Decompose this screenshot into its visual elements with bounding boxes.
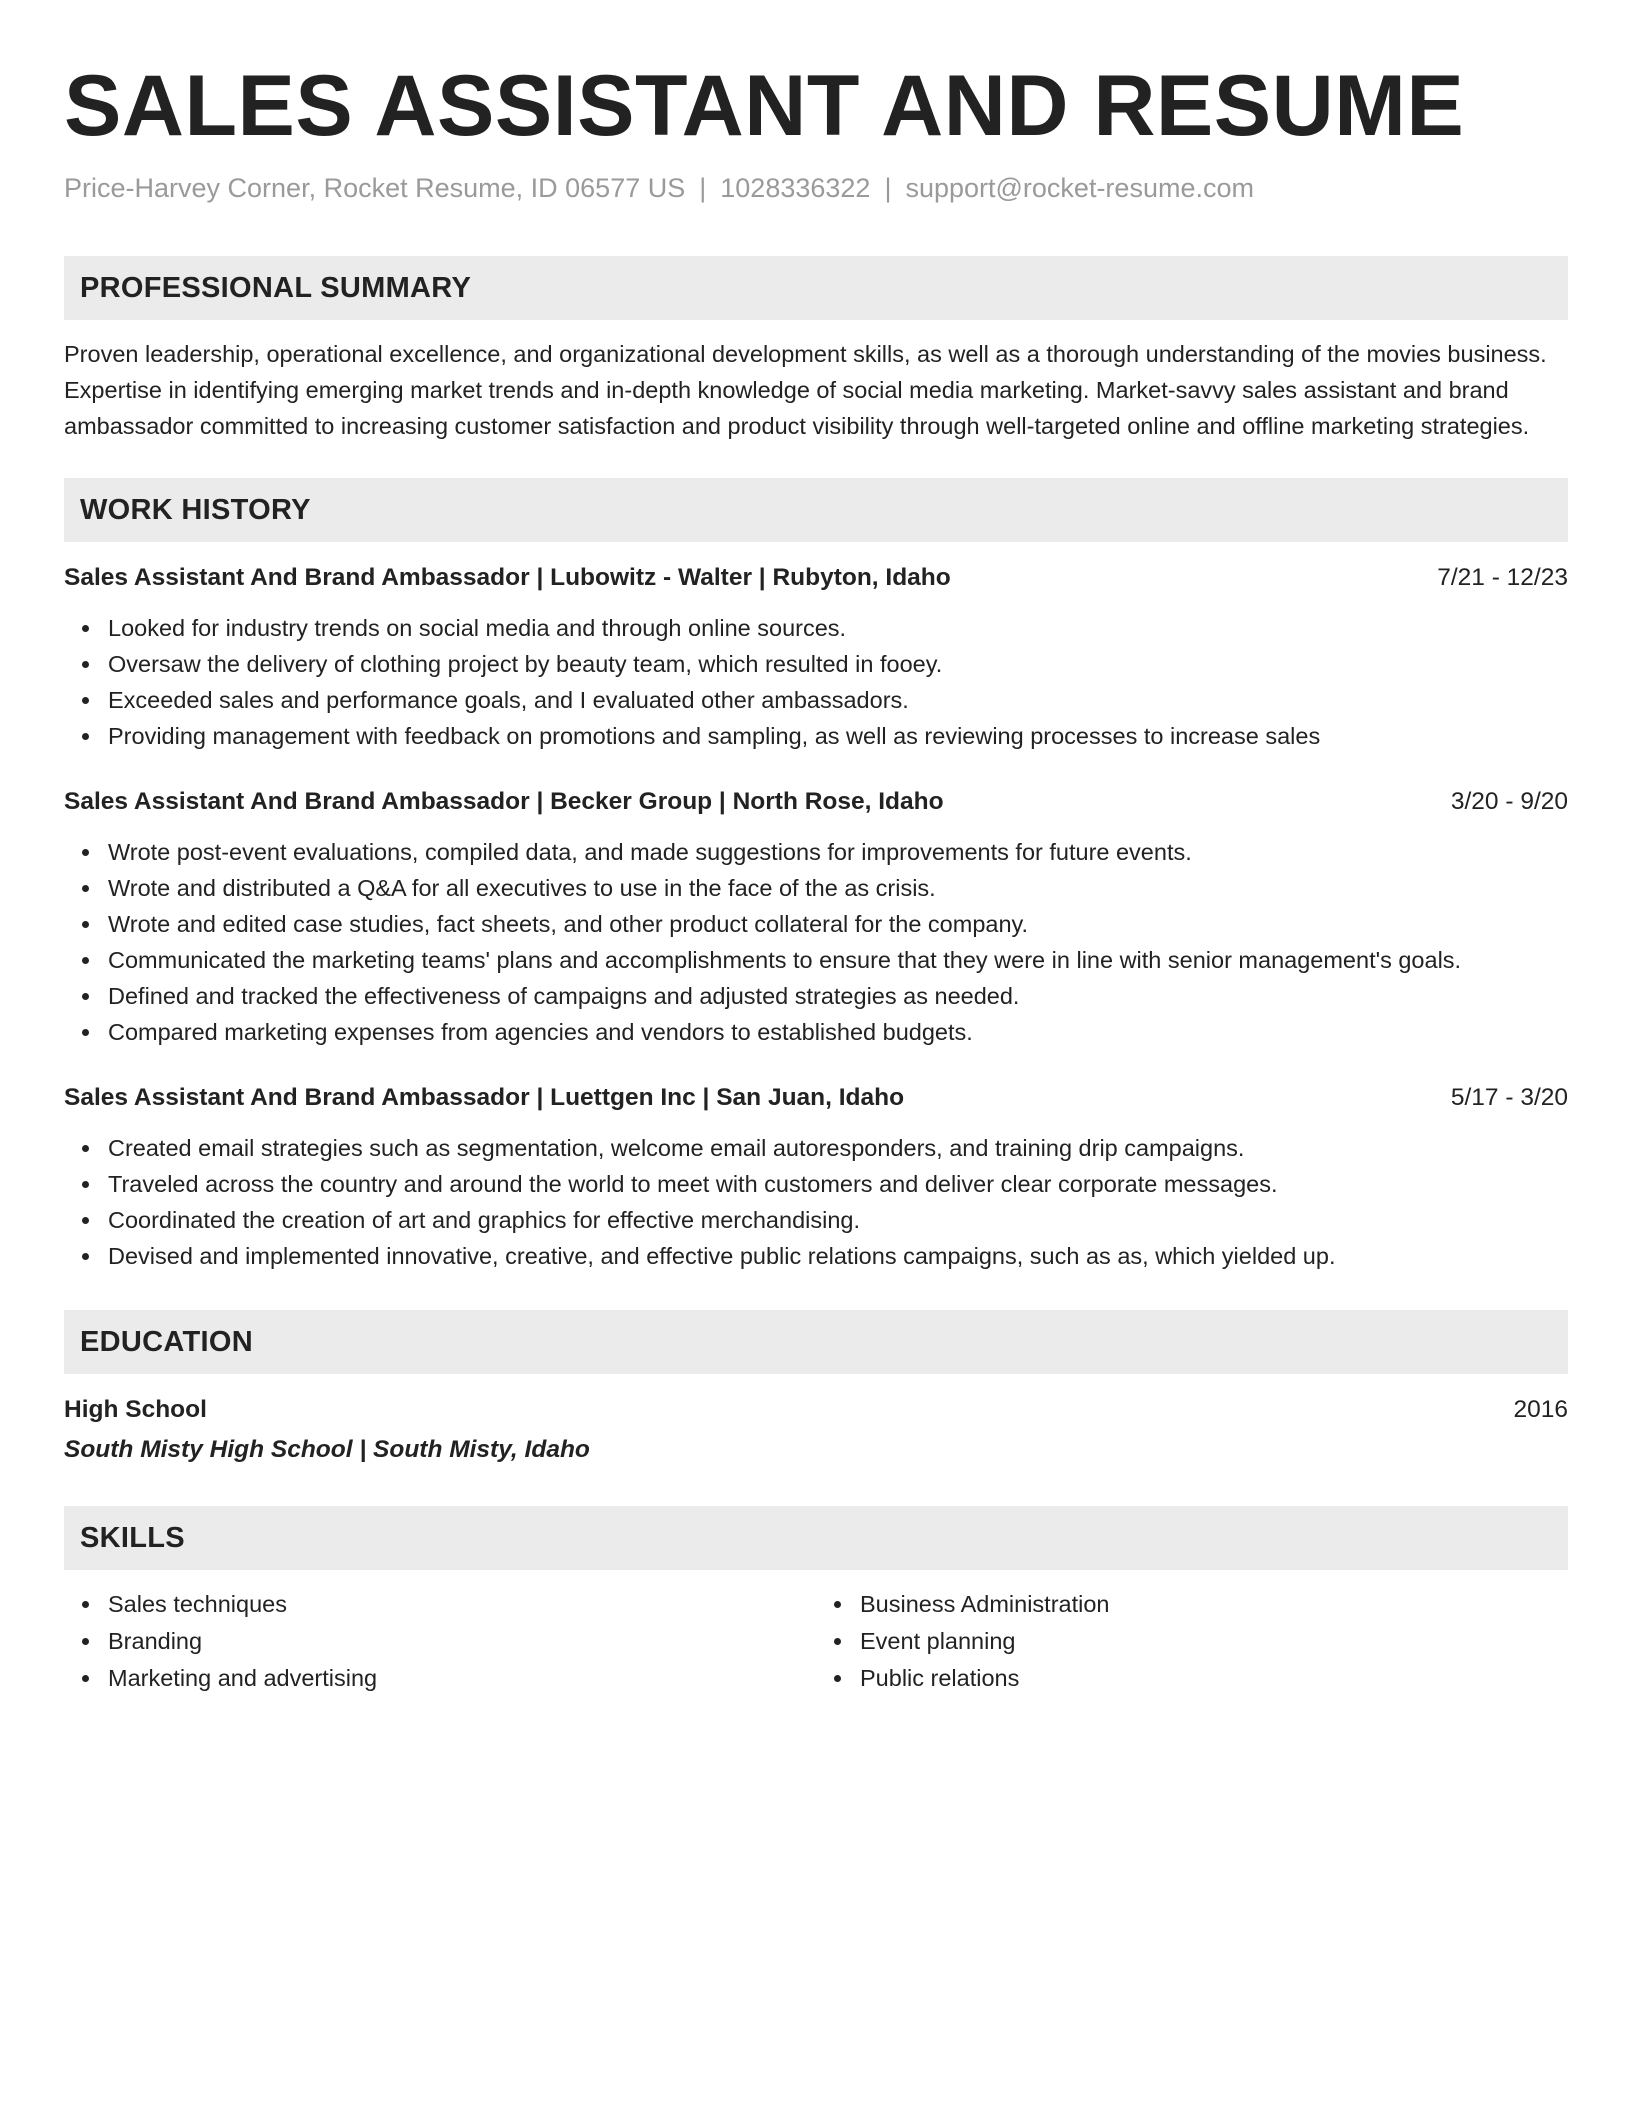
list-item: Providing management with feedback on promotions and sampling, as well as reviewing processes to increase sales [64,718,1568,754]
resume-name: SALES ASSISTANT AND RESUME [64,58,1465,154]
job-entry [64,784,1568,1050]
job-entry [64,1080,1568,1274]
list-item: Wrote post-event evaluations, compiled data, and made suggestions for improvements for future events. [64,834,1568,870]
section-title: EDUCATION [80,1325,253,1358]
skills-list [64,1586,1568,1697]
job-title: Sales Assistant And Brand Ambassador | Becker Group | North Rose, Idaho [64,788,944,815]
contact-separator: | [884,173,892,203]
summary-section-header [64,256,1568,320]
job-dates: 5/17 - 3/20 [1450,1084,1568,1111]
job-header [64,784,1568,820]
skills-column-right [816,1586,1568,1697]
list-item: Created email strategies such as segmentation, welcome email autoresponders, and training drip campaigns. [64,1130,1568,1166]
education-school: South Misty High School | South Misty, Idaho [64,1436,590,1463]
list-item: Coordinated the creation of art and graphics for effective merchandising. [64,1202,1568,1238]
summary-text: Proven leadership, operational excellence, and organizational development skills, as well as a thorough understanding of the movies business. Expertise in identifying emerging market trends and in-depth knowledge of social media marketing. Market-savvy sales assistant and brand ambassador committed to increasing customer satisfaction and product visibility through well-targeted online and offline marketing strategies. [64,341,1547,439]
list-item: Communicated the marketing teams' plans and accomplishments to ensure that they were in line with senior management's goals. [64,942,1568,978]
contact-phone: 1028336322 [720,173,871,203]
list-item: Defined and tracked the effectiveness of campaigns and adjusted strategies as needed. [64,978,1568,1014]
skill-item: Marketing and advertising [64,1660,816,1697]
contact-line [64,170,1568,206]
job-title: Sales Assistant And Brand Ambassador | Lubowitz - Walter | Rubyton, Idaho [64,564,951,591]
job-dates: 3/20 - 9/20 [1450,788,1568,815]
list-item: Traveled across the country and around the world to meet with customers and deliver clear corporate messages. [64,1166,1568,1202]
section-title: WORK HISTORY [80,493,311,526]
section-title: SKILLS [80,1521,185,1554]
contact-address: Price-Harvey Corner, Rocket Resume, ID 06577 US [64,173,686,203]
list-item: Looked for industry trends on social media and through online sources. [64,610,1568,646]
skill-item: Public relations [816,1660,1568,1697]
contact-email[interactable]: support@rocket-resume.com [905,173,1254,203]
list-item: Devised and implemented innovative, creative, and effective public relations campaigns, such as as, which yielded up. [64,1238,1568,1274]
job-title: Sales Assistant And Brand Ambassador | Luettgen Inc | San Juan, Idaho [64,1084,905,1111]
skills-column-left [64,1586,816,1697]
skills-section-header [64,1506,1568,1570]
job-dates: 7/21 - 12/23 [1437,564,1568,591]
list-item: Compared marketing expenses from agencies and vendors to established budgets. [64,1014,1568,1050]
job-header [64,560,1568,596]
job-bullets [64,610,1568,754]
skill-item: Sales techniques [64,1586,816,1623]
job-entry [64,560,1568,754]
skill-item: Event planning [816,1623,1568,1660]
education-degree: High School [64,1396,207,1423]
list-item: Wrote and edited case studies, fact sheets, and other product collateral for the company. [64,906,1568,942]
work-section-header [64,478,1568,542]
skill-item: Branding [64,1623,816,1660]
skill-item: Business Administration [816,1586,1568,1623]
contact-separator: | [699,173,707,203]
education-section-header [64,1310,1568,1374]
job-header [64,1080,1568,1116]
education-header [64,1392,1568,1428]
list-item: Wrote and distributed a Q&A for all executives to use in the face of the as crisis. [64,870,1568,906]
list-item: Exceeded sales and performance goals, and I evaluated other ambassadors. [64,682,1568,718]
education-year: 2016 [1513,1396,1568,1423]
list-item: Oversaw the delivery of clothing project by beauty team, which resulted in fooey. [64,646,1568,682]
job-bullets [64,1130,1568,1274]
section-title: PROFESSIONAL SUMMARY [80,271,472,304]
job-bullets [64,834,1568,1050]
